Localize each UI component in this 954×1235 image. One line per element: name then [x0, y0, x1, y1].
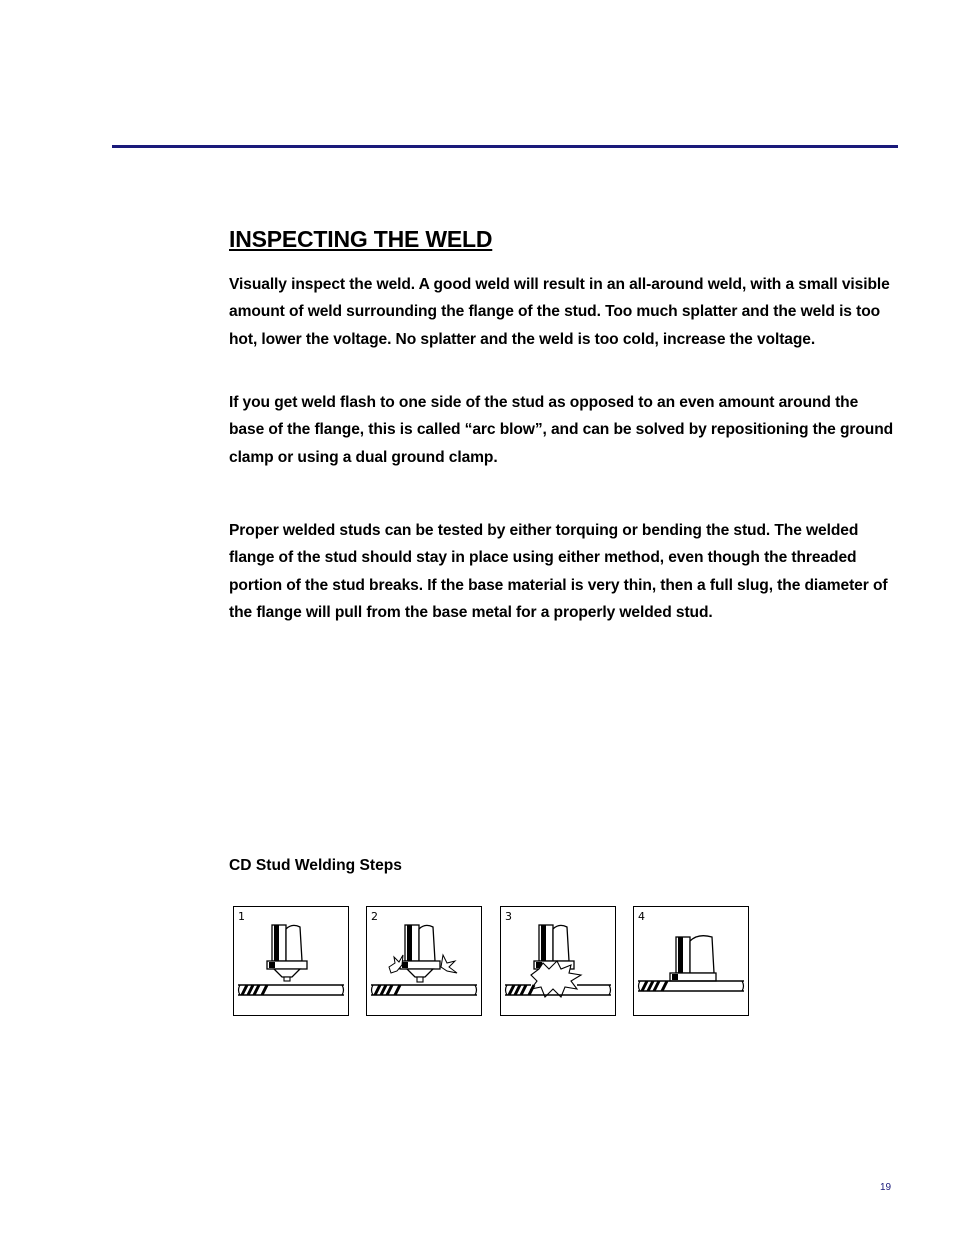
paragraph-testing: Proper welded studs can be tested by either torquing or bending the stud. The welded flange of the stud should stay in place using either method, even though the threaded portion of the stud breaks. If the base material is very thin, then a full slug, the diameter of the flange will pull from the base metal for a properly welded stud. — [229, 522, 888, 622]
step-panel-2 — [366, 906, 482, 1016]
step-number: 1 — [238, 910, 245, 923]
step-panel-3 — [500, 906, 616, 1016]
step-number: 4 — [638, 910, 645, 923]
stud-step-3-illustration — [501, 907, 617, 1017]
section-title: INSPECTING THE WELD — [229, 226, 493, 252]
step-number: 3 — [505, 910, 512, 923]
header-rule — [112, 145, 898, 148]
stud-step-4-illustration — [634, 907, 750, 1017]
stud-step-2-illustration — [367, 907, 483, 1017]
step-panel-4 — [633, 906, 749, 1016]
paragraph-visual-inspection: Visually inspect the weld. A good weld will result in an all-around weld, with a small visible amount of weld surrounding the flange of the stud. Too much splatter and the weld is too hot, lower the voltage. No splatter and the weld is too cold, increase the voltage. — [229, 276, 890, 348]
steps-caption: CD Stud Welding Steps — [229, 857, 402, 874]
step-number: 2 — [371, 910, 378, 923]
page-number: 19 — [880, 1182, 892, 1193]
paragraph-arc-blow: If you get weld flash to one side of the stud as opposed to an even amount around the base of the flange, this is called “arc blow”, and can be solved by repositioning the ground clamp or using a dual ground clamp. — [229, 394, 894, 466]
stud-step-1-illustration — [234, 907, 350, 1017]
step-panel-1 — [233, 906, 349, 1016]
